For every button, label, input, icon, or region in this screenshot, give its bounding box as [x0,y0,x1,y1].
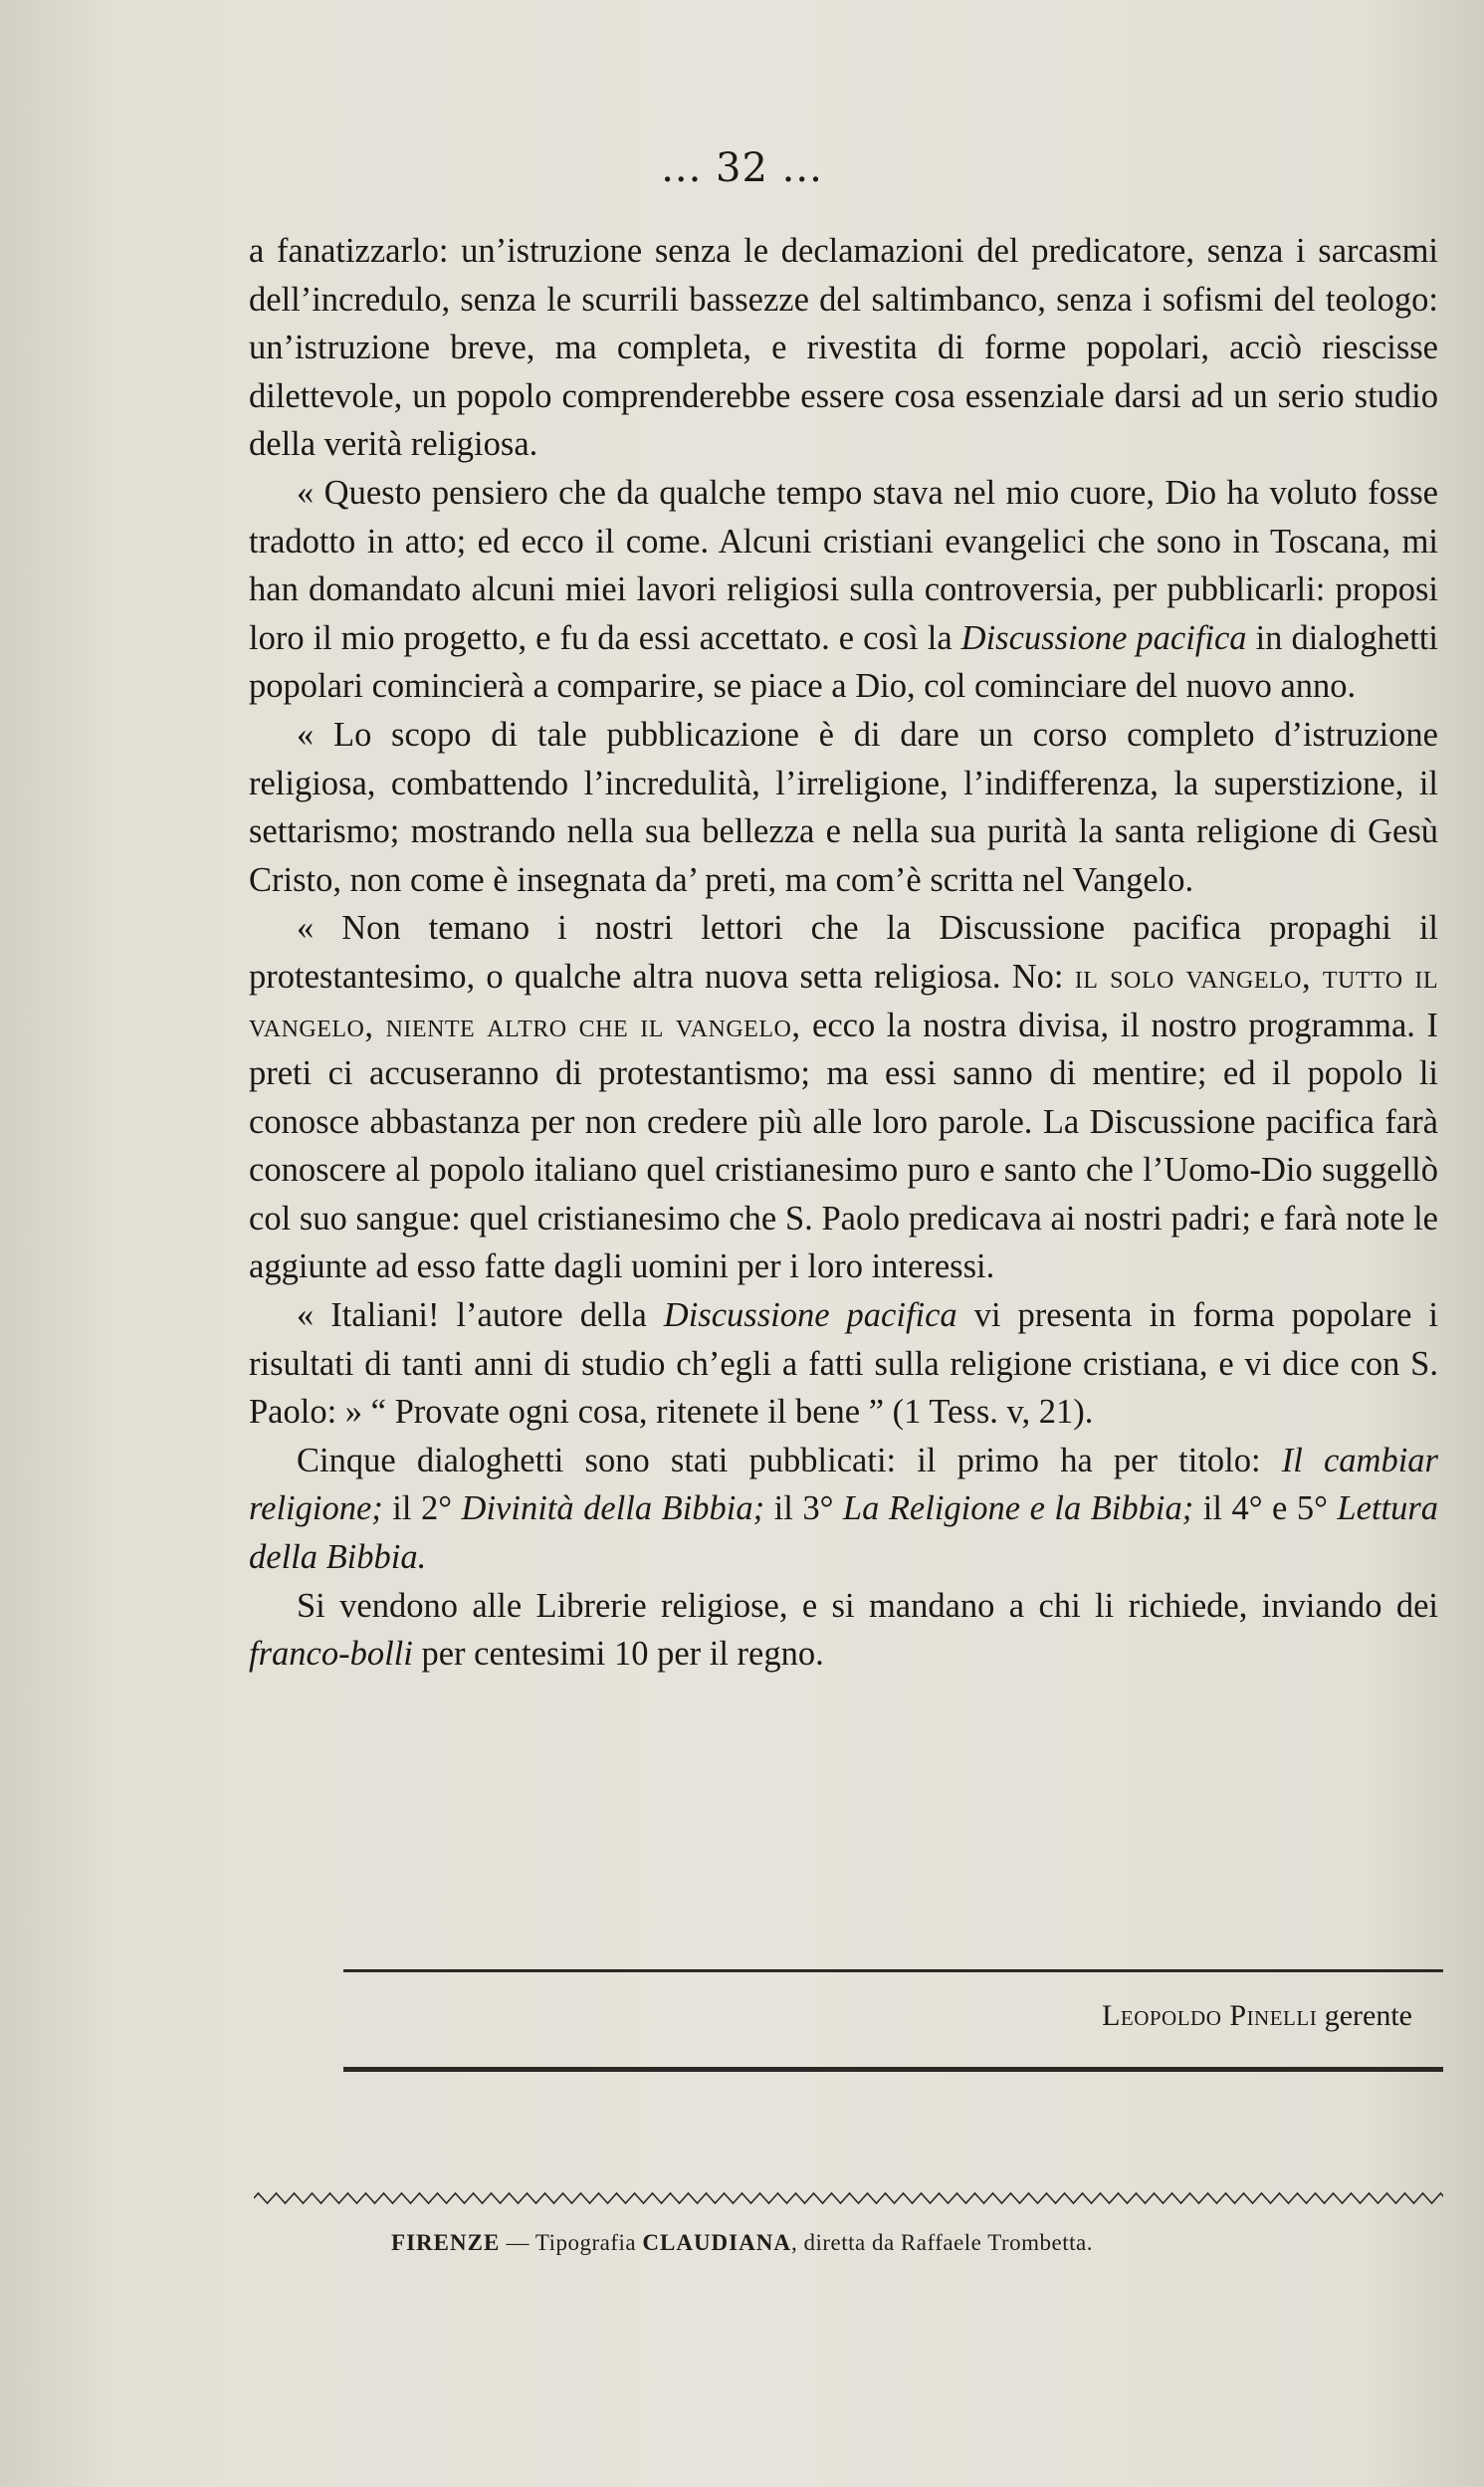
signature-role: gerente [1324,1999,1412,2032]
paragraph-5-italic: Discussione pacifica [663,1296,957,1335]
paragraph-4-text-b: ecco la nostra divisa, il nostro programma. I preti ci accuseranno di protestantismo; ma essi sanno di mentire; ed il popolo li conosce abbastanza per non credere più alle loro parole. La Discussione pacifica farà conoscere al popolo italiano quel cristianesimo puro e santo che l’Uomo-Dio suggellò col suo sangue: quel cristianesimo che S. Paolo predicava ai nostri padri; e farà note le aggiunte ad esso fatte dagli uomini per i loro interessi. [249,1006,1438,1286]
paragraph-7 [249,1582,1438,1679]
printer-imprint [0,2230,1484,2256]
paragraph-6-text-b: il 2° [382,1489,462,1528]
paragraph-2 [249,469,1438,711]
wavy-ornament [254,2190,1443,2206]
paragraph-5 [249,1291,1438,1437]
paragraph-6 [249,1437,1438,1582]
paragraph-5-text-b: vi presenta in forma popolare i risultati di tanti anni di studio ch’egli a fatti sulla religione cristiana, e vi dice con S. Paolo: » “ Provate ogni cosa, ritenete il bene ” (1 Tess. v, 21). [249,1296,1438,1432]
paragraph-7-italic: franco-bolli [249,1635,413,1674]
imprint-rest: , diretta da Raffaele Trombetta. [790,2230,1093,2255]
imprint-press: CLAUDIANA [642,2230,791,2255]
paragraph-2-italic: Discussione pacifica [960,618,1247,657]
paragraph-7-text-a: Si vendono alle Librerie religiose, e si mandano a chi li richiede, inviando dei [297,1586,1438,1625]
paragraph-6-text-d: il 4° e 5° [1193,1489,1338,1528]
paragraph-6-text-a: Cinque dialoghetti sono stati pubblicati: il primo ha per titolo: [297,1441,1282,1479]
page-number: ... 32 ... [661,145,823,191]
signature-name: Leopoldo Pinelli [1102,1999,1318,2032]
imprint-city: FIRENZE [391,2230,501,2255]
paragraph-6-title-4: Lettura della Bibbia. [249,1489,1439,1577]
paragraph-4-motto: il solo vangelo, tutto il vangelo, niente altro che il vangelo, [249,957,1439,1044]
top-rule [343,1969,1443,1972]
signature [1102,1999,1412,2033]
body-text [249,227,1438,1679]
bottom-rule [343,2067,1443,2072]
paragraph-3: « Lo scopo di tale pubblicazione è di dare un corso completo d’istruzione religiosa, combattendo l’incredulità, l’irreligione, l’indifferenza, la superstizione, il settarismo; mostrando nella sua bellezza e nella sua purità la santa religione di Gesù Cristo, non come è insegnata da’ preti, ma com’è scritta nel Vangelo. [249,715,1438,899]
imprint-dash: — Tipografia [500,2230,643,2255]
paragraph-1: a fanatizzarlo: un’istruzione senza le declamazioni del predicatore, senza i sarcasmi dell’incredulo, senza le scurrili bassezze del saltimbanco, senza i sofismi del teologo: un’istruzione breve, ma completa, e rivestita di forme popolari, acciò riescisse dilettevole, un popolo comprenderebbe essere cosa essenziale darsi ad un serio studio della verità religiosa. [249,232,1438,464]
paragraph-2-text-b: in dialoghetti popolari comincierà a comparire, se piace a Dio, col cominciare del nuovo anno. [249,618,1438,706]
paragraph-6-title-2: Divinità della Bibbia; [461,1489,765,1528]
paragraph-6-text-c: il 3° [764,1489,843,1528]
paragraph-5-text-a: « Italiani! l’autore della [297,1296,664,1335]
paragraph-7-text-b: per centesimi 10 per il regno. [412,1635,824,1674]
paragraph-6-title-1: Il cambiar religione; [249,1441,1438,1528]
paragraph-4 [249,904,1438,1291]
paragraph-4-text-a: « Non temano i nostri lettori che la Discussione pacifica propaghi il protestantesimo, o qualche altra nuova setta religiosa. No: [249,909,1438,996]
paragraph-2-text-a: « Questo pensiero che da qualche tempo stava nel mio cuore, Dio ha voluto fosse tradotto in atto; ed ecco il come. Alcuni cristiani evangelici che sono in Toscana, mi han domandato alcuni miei lavori religiosi sulla controversia, per pubblicarli: proposi loro il mio progetto, e fu da essi accettato. e così la [249,473,1438,657]
paragraph-6-title-3: La Religione e la Bibbia; [842,1489,1194,1528]
